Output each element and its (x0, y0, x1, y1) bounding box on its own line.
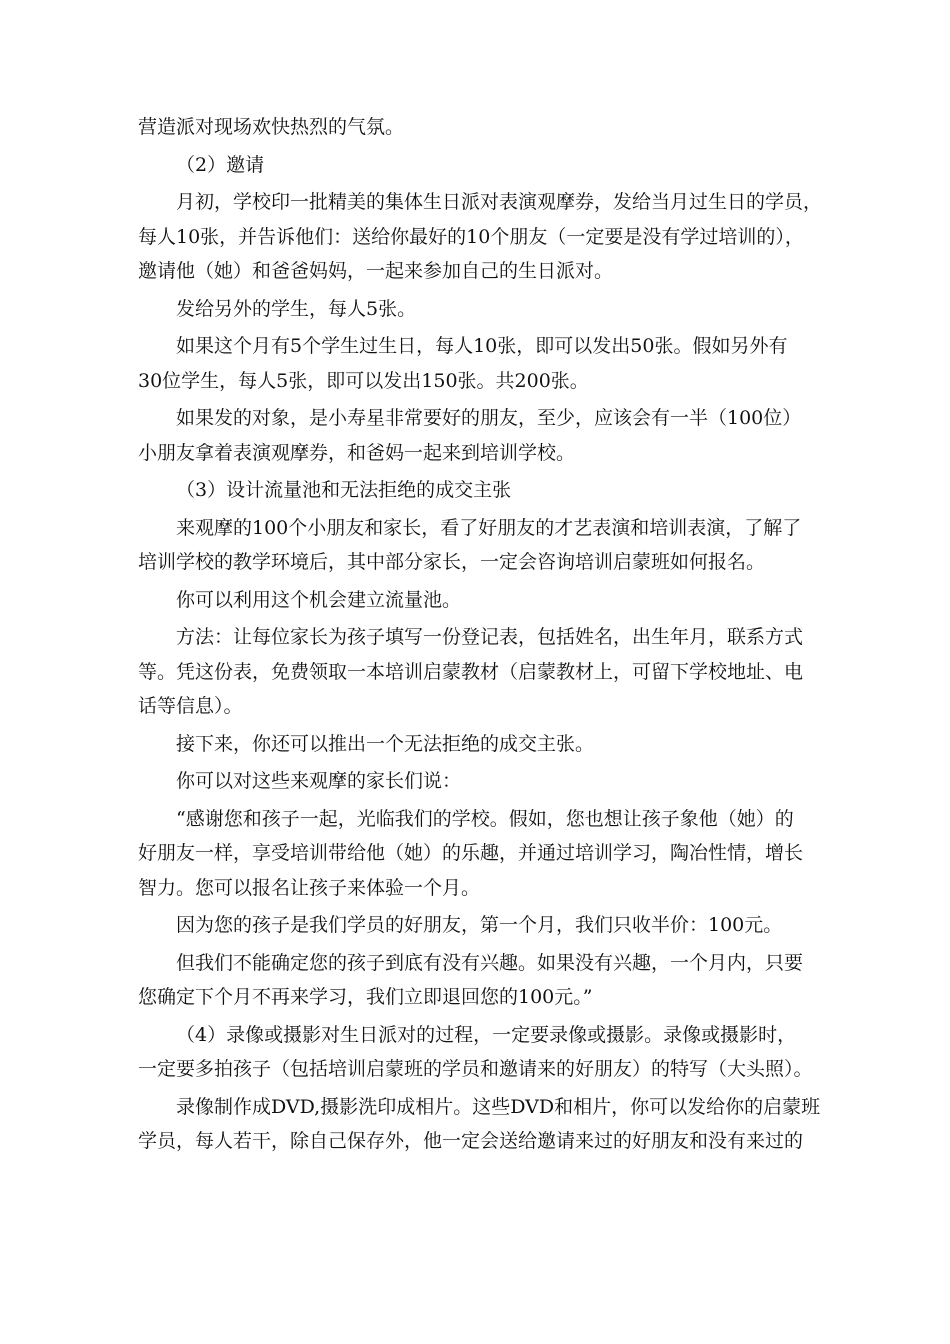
paragraph-p12 (138, 802, 818, 906)
text-line: （4）录像或摄影对生日派对的过程，一定要录像或摄影。录像或摄影时， (176, 1023, 797, 1046)
text-line: 如果发的对象，是小寿星非常要好的朋友，至少，应该会有一半（100位） (176, 407, 802, 429)
text-line: 学员，每人若干，除自己保存外，他一定会送给邀请来过的好朋友和没有来过的 (138, 1130, 804, 1152)
text-line: 您确定下个月不再来学习，我们立即退回您的100元。” (138, 986, 593, 1008)
paragraph-p1 (138, 148, 818, 183)
paragraph-p2 (138, 185, 823, 289)
text-line: 小朋友拿着表演观摩券，和爸妈一起来到培训学校。 (138, 441, 576, 464)
text-line: 因为您的孩子是我们学员的好朋友，第一个月，我们只收半价：100元。 (176, 914, 783, 936)
paragraph-p13 (138, 908, 818, 943)
paragraph-p5 (138, 401, 818, 470)
paragraph-p14 (138, 946, 818, 1015)
paragraph-p16 (138, 1090, 821, 1159)
text-line: 邀请他（她）和爸爸妈妈，一起来参加自己的生日派对。 (138, 260, 614, 282)
text-line: （2）邀请 (176, 153, 265, 176)
text-line: 每人10张，并告诉他们：送给你最好的10个朋友（一定要是没有学过培训的）， (138, 225, 804, 248)
text-line: 如果这个月有5个学生过生日，每人10张，即可以发出50张。假如另外有 (176, 335, 788, 357)
text-line: 你可以利用这个机会建立流量池。 (176, 588, 462, 611)
paragraph-p4 (138, 329, 818, 398)
text-line: 接下来，你还可以推出一个无法拒绝的成交主张。 (176, 732, 595, 755)
text-line: 但我们不能确定您的孩子到底有没有兴趣。如果没有兴趣，一个月内，只要 (176, 951, 804, 974)
text-line: 方法：让每位家长为孩子填写一份登记表，包括姓名，出生年月，联系方式 (176, 626, 804, 648)
text-line: 等。凭这份表，免费领取一本培训启蒙教材（启蒙教材上，可留下学校地址、电 (138, 660, 804, 683)
text-line: 营造派对现场欢快热烈的气氛。 (138, 116, 405, 138)
paragraph-p15 (138, 1018, 818, 1087)
document-page (138, 110, 823, 1159)
text-line: 月初，学校印一批精美的集体生日派对表演观摩券，发给当月过生日的学员， (176, 191, 823, 213)
paragraph-p9 (138, 620, 818, 724)
text-line: 培训学校的教学环境后，其中部分家长，一定会咨询培训启蒙班如何报名。 (138, 551, 766, 573)
text-line: 一定要多拍孩子（包括培训启蒙班的学员和邀请来的好朋友）的特写（大头照）。 (138, 1058, 813, 1080)
text-line: 话等信息）。 (138, 695, 243, 717)
paragraph-p11 (138, 764, 818, 799)
text-line: 智力。您可以报名让孩子来体验一个月。 (138, 876, 481, 899)
paragraph-p7 (138, 511, 818, 580)
text-line: 好朋友一样，享受培训带给他（她）的乐趣，并通过培训学习，陶冶性情，增长 (138, 842, 804, 864)
text-line: 发给另外的学生，每人5张。 (176, 297, 417, 320)
text-line: 录像制作成DVD,摄影洗印成相片。这些DVD和相片，你可以发给你的启蒙班 (176, 1095, 821, 1118)
text-line: 来观摩的100个小朋友和家长，看了好朋友的才艺表演和培训表演，了解了 (176, 516, 802, 539)
text-line: （3）设计流量池和无法拒绝的成交主张 (176, 479, 512, 501)
paragraph-p0 (138, 110, 818, 145)
paragraph-p6 (138, 473, 818, 508)
text-line: 你可以对这些来观摩的家长们说： (176, 770, 462, 792)
paragraph-p10 (138, 727, 818, 762)
text-line: 30位学生，每人5张，即可以发出150张。共200张。 (138, 369, 589, 392)
text-line: “感谢您和孩子一起，光临我们的学校。假如，您也想让孩子象他（她）的 (176, 807, 794, 830)
paragraph-p8 (138, 583, 818, 618)
paragraph-p3 (138, 292, 818, 327)
